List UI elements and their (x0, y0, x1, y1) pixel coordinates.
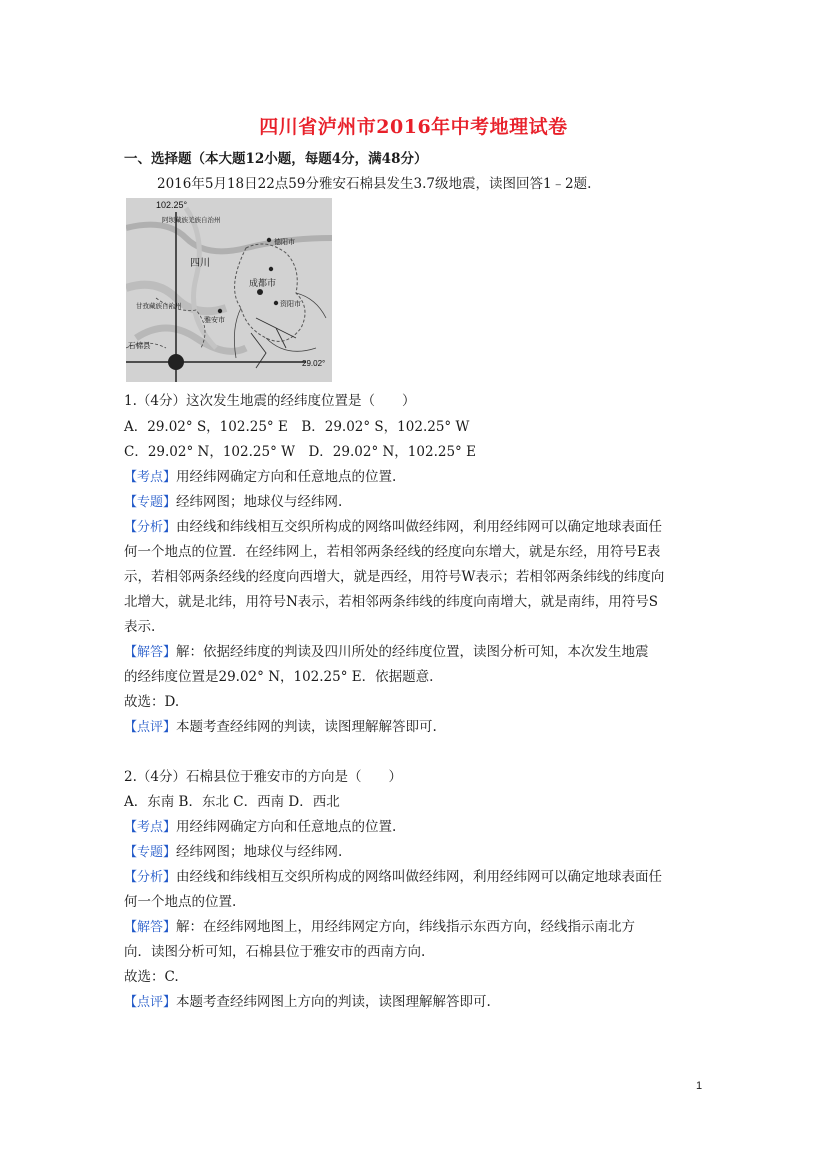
map-label-shimian: 石棉县 (128, 341, 151, 350)
map-label-ganzi: 甘孜藏族自治州 (136, 302, 182, 310)
jieda-tag: 【解答】 (124, 920, 177, 935)
q2-zhuanti (124, 843, 342, 862)
map-label-ziyang: 资阳市 (280, 300, 301, 308)
zhuanti-tag: 【专题】 (124, 845, 177, 860)
map-label-chengdu: 成都市 (249, 279, 277, 289)
q1-fenxi-line4: 北增大，就是北纬，用符号N表示，若相邻两条纬线的纬度向南增大，就是南纬，用符号S (124, 594, 659, 610)
map-longitude-label: 102.25° (156, 200, 188, 210)
q2-fenxi (124, 868, 662, 887)
fenxi-tag: 【分析】 (124, 870, 177, 885)
q2-dianping-text: 本题考查经纬网图上方向的判读，读图理解解答即可. (176, 994, 491, 1010)
q1-options-ab: A．29.02° S，102.25° E B．29.02° S，102.25° W (124, 419, 470, 435)
dianping-tag: 【点评】 (124, 995, 177, 1010)
q1-fenxi-line2: 何一个地点的位置．在经纬网上，若相邻两条经线的经度向东增大，就是东经，用符号E表 (124, 544, 661, 560)
kaodian-tag: 【考点】 (124, 470, 177, 485)
q2-zhuanti-text: 经纬网图；地球仪与经纬网. (176, 844, 343, 860)
earthquake-map-image (126, 198, 332, 382)
q2-kaodian (124, 818, 396, 837)
q1-zhuanti-text: 经纬网图；地球仪与经纬网. (176, 494, 343, 510)
map-label-deyang: 德阳市 (274, 238, 295, 246)
map-label-aba: 阿坝藏族羌族自治州 (162, 216, 221, 224)
deyang-city-dot (267, 238, 271, 242)
map-latitude-label: 29.02° (302, 359, 326, 368)
q2-jieda (124, 918, 635, 937)
q1-jieda-line1: 解：依据经纬度的判读及四川所处的经纬度位置，读图分析可知，本次发生地震 (176, 644, 649, 660)
q1-dianping-text: 本题考查经纬网的判读，读图理解解答即可. (176, 719, 437, 735)
q1-jieda-line2: 的经纬度位置是29.02° N，102.25° E．依据题意. (124, 669, 434, 685)
fenxi-tag: 【分析】 (124, 520, 177, 535)
q2-options: A．东南 B．东北 C．西南 D．西北 (124, 794, 340, 810)
q1-stem: 1.（4分）这次发生地震的经纬度位置是（ ） (124, 393, 416, 409)
jieda-tag: 【解答】 (124, 645, 177, 660)
map-label-sichuan: 四川 (190, 258, 210, 269)
q1-kaodian (124, 468, 396, 487)
q2-jieda-line1: 解：在经纬网地图上，用经纬网定方向，纬线指示东西方向，经线指示南北方 (176, 919, 636, 935)
zhuanti-tag: 【专题】 (124, 495, 177, 510)
q2-answer: 故选：C. (124, 969, 179, 985)
q1-fenxi-line5: 表示. (124, 619, 156, 635)
q1-kaodian-text: 用经纬网确定方向和任意地点的位置. (176, 469, 397, 485)
q1-dianping (124, 718, 437, 737)
intro-text: 2016年5月18日22点59分雅安石棉县发生3.7级地震，读图回答1﹣2题. (157, 176, 592, 192)
q2-jieda-line2: 向．读图分析可知，石棉县位于雅安市的西南方向. (124, 944, 426, 960)
zone-city-dot (269, 267, 273, 271)
q1-answer: 故选：D. (124, 694, 180, 710)
q2-dianping (124, 993, 491, 1012)
epicenter-marker (168, 354, 184, 370)
page-number: 1 (696, 1080, 703, 1092)
q1-options-cd: C．29.02° N，102.25° W D．29.02° N，102.25° E (124, 444, 476, 460)
q1-zhuanti (124, 493, 342, 512)
chengdu-city-dot (257, 289, 263, 295)
q1-fenxi (124, 518, 662, 537)
q2-fenxi-line2: 何一个地点的位置. (124, 894, 237, 910)
q2-stem: 2.（4分）石棉县位于雅安市的方向是（ ） (124, 769, 402, 785)
q1-fenxi-line3: 示，若相邻两条经线的经度向西增大，就是西经，用符号W表示；若相邻两条纬线的纬度向 (124, 569, 665, 585)
q1-jieda (124, 643, 649, 662)
section-heading: 一、选择题（本大题12小题，每题4分，满48分） (124, 151, 428, 167)
q2-fenxi-line1: 由经线和纬线相互交织所构成的网络叫做经纬网，利用经纬网可以确定地球表面任 (176, 869, 663, 885)
dianping-tag: 【点评】 (124, 720, 177, 735)
kaodian-tag: 【考点】 (124, 820, 177, 835)
page-title: 四川省泸州市2016年中考地理试卷 (259, 116, 568, 138)
map-label-yaan: 雅安市 (204, 316, 225, 324)
ziyang-city-dot (274, 301, 278, 305)
q2-kaodian-text: 用经纬网确定方向和任意地点的位置. (176, 819, 397, 835)
q1-fenxi-line1: 由经线和纬线相互交织所构成的网络叫做经纬网，利用经纬网可以确定地球表面任 (176, 519, 663, 535)
yaan-city-dot (218, 309, 222, 313)
